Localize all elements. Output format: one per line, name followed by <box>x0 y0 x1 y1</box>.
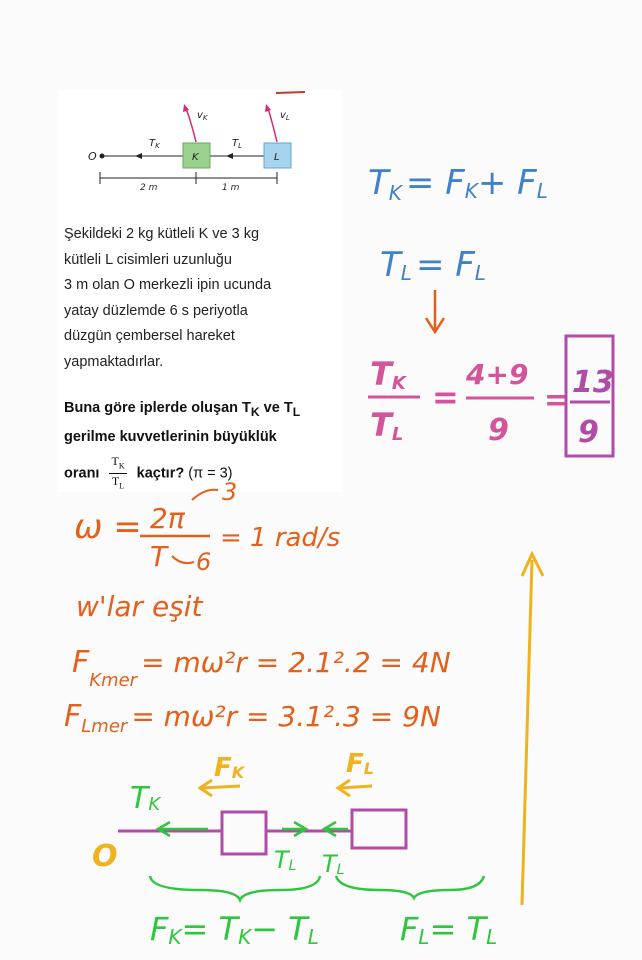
tension-k-label: $T_K$ <box>149 138 160 150</box>
tension-l-label: $T_L$ <box>232 138 243 150</box>
ratio-tk: TK <box>370 355 406 394</box>
eq1-tk-fk-fl: TK = FK+ FL <box>368 163 548 205</box>
diagram-tk-label: TK <box>130 781 161 816</box>
pen-mark <box>276 92 305 93</box>
problem-line: düzgün çembersel hareket <box>64 328 235 344</box>
force-fk-label: FK <box>214 753 245 783</box>
yellow-vertical-arrow <box>522 560 532 905</box>
ratio-mid-den: 9 <box>488 413 509 448</box>
block-k-label: K <box>192 152 199 163</box>
velocity-k-label: $v_K$ <box>197 110 208 122</box>
force-fk-arrow <box>202 786 240 788</box>
fk-centripetal: $F_{Kmer}= m\omega^2r = 2.1^2.2 = 4N$ <box>72 645 451 691</box>
omega-note-arrow-2 <box>172 556 194 563</box>
origin-label: O <box>88 150 97 163</box>
problem-line: 3 m olan O merkezli ipin ucunda <box>64 277 272 293</box>
distance-1m-label: 1 m <box>222 183 240 193</box>
brace-l <box>336 876 484 898</box>
diagram-tl-label-2: TL <box>322 850 345 878</box>
distance-2m-label: 2 m <box>140 183 158 193</box>
omega-lhs: ω = <box>74 507 142 547</box>
omega-num: 2π <box>150 502 185 535</box>
brace-k <box>150 876 320 900</box>
velocity-l-label: $v_L$ <box>280 110 290 122</box>
omega-note-num: 3 <box>222 478 238 506</box>
omega-equal-note: w'lar eşit <box>76 590 203 623</box>
diagram-origin: O <box>92 839 118 874</box>
answer-den: 9 <box>578 415 599 450</box>
ratio-equals: = <box>432 378 459 416</box>
ratio-mid-num: 4+9 <box>466 358 529 391</box>
force-fl-arrow <box>340 786 372 788</box>
diagram-tl-label-1: TL <box>274 846 297 874</box>
question-line-1: Buna göre iplerde oluşan $T_K$ ve $T_L$ <box>64 400 301 419</box>
problem-line: kütleli L cisimleri uzunluğu <box>64 251 232 268</box>
diagram-block-k <box>222 812 266 854</box>
ratio-tl: TL <box>370 406 404 445</box>
problem-line: yapmaktadırlar. <box>64 353 164 370</box>
omega-den: T <box>150 540 168 573</box>
fl-centripetal: $F_{Lmer} = m\omega^2r = 3.1^2.3 = 9N$ <box>64 699 441 737</box>
answer-num: 13 <box>572 365 614 400</box>
omega-note-den: 6 <box>196 548 212 576</box>
diagram-block-l <box>352 810 406 848</box>
omega-result: = 1 rad/s <box>220 523 341 553</box>
result-fl: FL= TL <box>400 910 498 949</box>
result-fk: FK= TK− TL <box>150 910 319 949</box>
question-line-2: gerilme kuvvetlerinin büyüklük <box>64 428 277 445</box>
problem-line: yatay düzlemde 6 s periyotla <box>64 302 248 319</box>
omega-note-arrow-1 <box>192 490 218 500</box>
eq2-tl-fl: TL = FL <box>380 245 486 285</box>
problem-line: Şekildeki 2 kg kütleli K ve 3 kg <box>64 226 260 242</box>
block-l-label: L <box>274 152 280 163</box>
ratio-equals-2: = <box>544 383 570 418</box>
force-fl-label: FL <box>346 749 374 779</box>
ratio-fraction: $\frac{T_K}{T_L}$ <box>111 453 125 491</box>
question-line-3: oranı $\frac{T_K}{T_L}$ kaçtır? (π = 3) <box>64 454 336 494</box>
